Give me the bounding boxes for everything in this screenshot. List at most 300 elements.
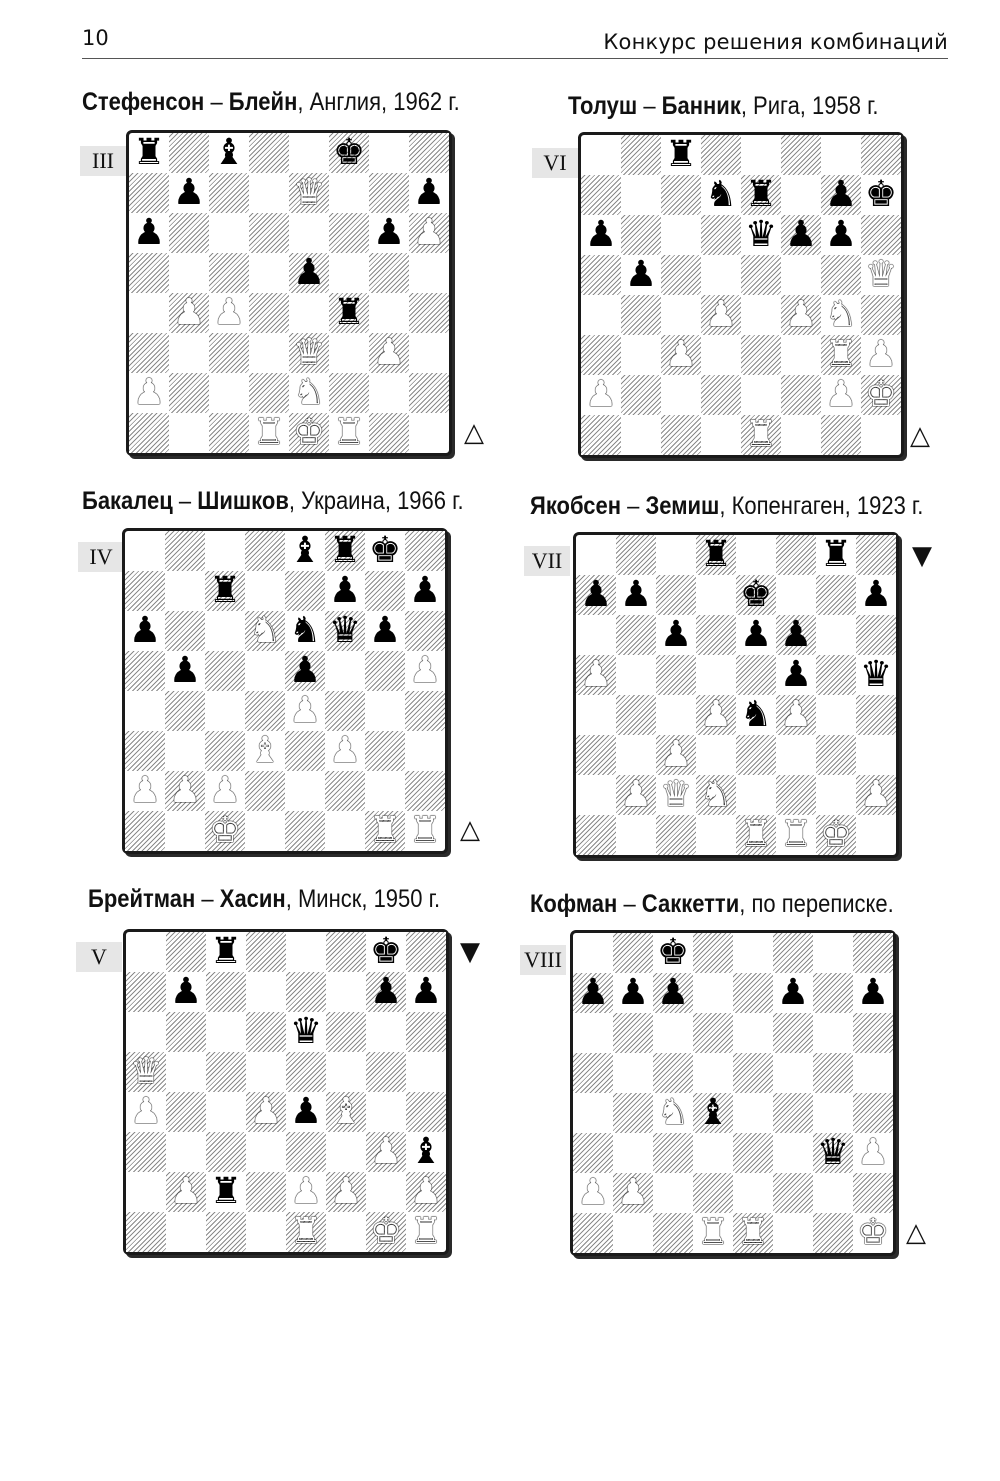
light-square [205, 531, 245, 571]
black-king-icon: ♚ [368, 530, 402, 571]
black-rook-icon: ♜ [664, 134, 698, 175]
light-square [169, 333, 209, 373]
white-pawn-icon: ♟ [129, 1091, 163, 1132]
dark-square [365, 571, 405, 611]
light-square [856, 735, 896, 775]
light-square [205, 611, 245, 651]
light-square [701, 415, 741, 455]
dark-square [369, 173, 409, 213]
dark-square [581, 175, 621, 215]
dark-square [325, 771, 365, 811]
white-pawn-icon: ♟ [619, 774, 653, 815]
black-queen-icon: ♛ [816, 1132, 850, 1173]
black-player: Банник [661, 92, 741, 120]
white-king-icon: ♚ [208, 810, 242, 851]
white-rook-icon: ♜ [736, 1212, 770, 1253]
white-pawn-icon: ♟ [584, 374, 618, 415]
black-king-icon: ♚ [739, 574, 773, 615]
dark-square [326, 932, 366, 972]
light-square [369, 373, 409, 413]
white-pawn-icon: ♟ [169, 1171, 203, 1212]
white-pawn-icon: ♟ [409, 1171, 443, 1212]
white-player: Бакалец [82, 487, 173, 515]
white-bishop-icon: ♝ [329, 1091, 363, 1132]
light-square [701, 335, 741, 375]
white-knight-icon: ♞ [656, 1092, 690, 1133]
white-rook-icon: ♜ [744, 414, 778, 455]
dark-square [581, 255, 621, 295]
light-square [326, 1132, 366, 1172]
black-pawn-icon: ♟ [659, 614, 693, 655]
black-pawn-icon: ♟ [656, 972, 690, 1013]
black-pawn-icon: ♟ [579, 574, 613, 615]
light-square [325, 811, 365, 851]
dark-square [326, 1012, 366, 1052]
black-pawn-icon: ♟ [619, 574, 653, 615]
white-pawn-icon: ♟ [132, 372, 166, 413]
dark-square [736, 735, 776, 775]
light-square [581, 295, 621, 335]
black-rook-icon: ♜ [209, 1171, 243, 1212]
light-square [329, 333, 369, 373]
dark-square [853, 1013, 893, 1053]
white-king-icon: ♚ [819, 814, 853, 855]
dark-square [621, 375, 661, 415]
white-rook-icon: ♜ [368, 810, 402, 851]
dark-square [126, 972, 166, 1012]
white-pawn-icon: ♟ [212, 292, 246, 333]
white-pawn-icon: ♟ [659, 734, 693, 775]
black-pawn-icon: ♟ [372, 212, 406, 253]
black-rook-icon: ♜ [132, 132, 166, 173]
light-square [693, 1133, 733, 1173]
dark-square [166, 1012, 206, 1052]
black-pawn-icon: ♟ [289, 1091, 323, 1132]
diagram-number: IV [78, 542, 124, 572]
dark-square [821, 415, 861, 455]
light-square [285, 771, 325, 811]
caption-dash: – [617, 890, 642, 918]
black-king-icon: ♚ [332, 132, 366, 173]
dark-square [129, 413, 169, 453]
white-player: Якобсен [530, 492, 622, 520]
dark-square [166, 932, 206, 972]
dark-square [773, 933, 813, 973]
light-square [249, 253, 289, 293]
light-square [165, 571, 205, 611]
dark-square [329, 213, 369, 253]
dark-square [576, 815, 616, 855]
white-pawn-icon: ♟ [369, 1131, 403, 1172]
dark-square [736, 655, 776, 695]
white-pawn-icon: ♟ [824, 374, 858, 415]
dark-square [616, 535, 656, 575]
white-pawn-icon: ♟ [372, 332, 406, 373]
light-square [166, 1212, 206, 1252]
page-number: 10 [82, 26, 109, 50]
light-square [701, 255, 741, 295]
light-square [126, 1012, 166, 1052]
dark-square [246, 932, 286, 972]
light-square [621, 415, 661, 455]
white-king-icon: ♚ [864, 374, 898, 415]
dark-square [773, 1173, 813, 1213]
game-details: , Украина, 1966 г. [288, 487, 464, 515]
white-knight-icon: ♞ [248, 610, 282, 651]
light-square [773, 1053, 813, 1093]
dark-square [165, 691, 205, 731]
dark-square [621, 135, 661, 175]
light-square [366, 1012, 406, 1052]
white-pawn-icon: ♟ [856, 1132, 890, 1173]
light-square [409, 333, 449, 373]
light-square [125, 531, 165, 571]
diagram-number: VI [532, 148, 578, 178]
black-player: Шишков [197, 487, 289, 515]
black-pawn-icon: ♟ [824, 214, 858, 255]
game-caption [568, 92, 879, 121]
white-pawn-icon: ♟ [128, 770, 162, 811]
light-square [366, 1092, 406, 1132]
white-to-move-icon: △ [910, 421, 930, 451]
white-pawn-icon: ♟ [289, 1171, 323, 1212]
dark-square [169, 133, 209, 173]
white-rook-icon: ♜ [409, 1211, 443, 1252]
game-details: , Копенгаген, 1923 г. [719, 492, 924, 520]
black-pawn-icon: ♟ [779, 614, 813, 655]
dark-square [205, 651, 245, 691]
light-square [693, 973, 733, 1013]
dark-square [656, 815, 696, 855]
light-square [613, 1213, 653, 1253]
chessboard [578, 132, 904, 458]
dark-square [813, 973, 853, 1013]
dark-square [165, 611, 205, 651]
light-square [621, 175, 661, 215]
dark-square [616, 695, 656, 735]
light-square [773, 1133, 813, 1173]
game-details: , Рига, 1958 г. [740, 92, 879, 120]
white-rook-icon: ♜ [739, 814, 773, 855]
black-rook-icon: ♜ [209, 931, 243, 972]
dark-square [366, 1052, 406, 1092]
dark-square [701, 135, 741, 175]
black-rook-icon: ♜ [744, 174, 778, 215]
white-queen-icon: ♛ [659, 774, 693, 815]
dark-square [776, 535, 816, 575]
light-square [406, 1052, 446, 1092]
black-player: Земиш [645, 492, 720, 520]
light-square [206, 1092, 246, 1132]
light-square [696, 575, 736, 615]
black-queen-icon: ♛ [744, 214, 778, 255]
white-pawn-icon: ♟ [249, 1091, 283, 1132]
diagram-number: VII [524, 546, 570, 576]
black-player: Саккетти [641, 890, 740, 918]
black-pawn-icon: ♟ [859, 574, 893, 615]
black-queen-icon: ♛ [328, 610, 362, 651]
light-square [169, 413, 209, 453]
dark-square [776, 775, 816, 815]
black-knight-icon: ♞ [704, 174, 738, 215]
white-to-move-icon: △ [460, 815, 480, 845]
light-square [249, 333, 289, 373]
dark-square [853, 1093, 893, 1133]
dark-square [661, 175, 701, 215]
light-square [741, 375, 781, 415]
game-details: , по переписке. [739, 890, 894, 918]
white-rook-icon: ♜ [332, 412, 366, 453]
light-square [326, 1052, 366, 1092]
light-square [573, 1013, 613, 1053]
black-bishop-icon: ♝ [409, 1131, 443, 1172]
white-pawn-icon: ♟ [699, 694, 733, 735]
light-square [209, 373, 249, 413]
diagram-number: VIII [520, 945, 566, 975]
dark-square [409, 133, 449, 173]
light-square [653, 1173, 693, 1213]
light-square [861, 415, 901, 455]
dark-square [246, 1172, 286, 1212]
dark-square [369, 253, 409, 293]
white-pawn-icon: ♟ [168, 770, 202, 811]
dark-square [245, 531, 285, 571]
dark-square [733, 1133, 773, 1173]
light-square [616, 655, 656, 695]
light-square [245, 571, 285, 611]
dark-square [126, 1212, 166, 1252]
dark-square [781, 375, 821, 415]
dark-square [781, 135, 821, 175]
white-queen-icon: ♛ [292, 172, 326, 213]
black-pawn-icon: ♟ [132, 212, 166, 253]
light-square [289, 213, 329, 253]
light-square [853, 1053, 893, 1093]
dark-square [325, 691, 365, 731]
light-square [169, 253, 209, 293]
chessboard [573, 532, 899, 858]
light-square [813, 933, 853, 973]
dark-square [581, 415, 621, 455]
dark-square [169, 213, 209, 253]
dark-square [406, 932, 446, 972]
dark-square [741, 335, 781, 375]
dark-square [696, 615, 736, 655]
white-queen-icon: ♛ [129, 1051, 163, 1092]
light-square [165, 811, 205, 851]
white-queen-icon: ♛ [292, 332, 326, 373]
white-pawn-icon: ♟ [579, 654, 613, 695]
dark-square [741, 255, 781, 295]
light-square [206, 1012, 246, 1052]
game-caption [82, 88, 460, 117]
dark-square [409, 293, 449, 333]
black-rook-icon: ♜ [208, 570, 242, 611]
dark-square [861, 295, 901, 335]
light-square [776, 575, 816, 615]
light-square [246, 972, 286, 1012]
game-caption [82, 487, 464, 516]
light-square [656, 535, 696, 575]
light-square [813, 1013, 853, 1053]
white-king-icon: ♚ [292, 412, 326, 453]
dark-square [581, 335, 621, 375]
dark-square [693, 933, 733, 973]
white-pawn-icon: ♟ [408, 650, 442, 691]
dark-square [249, 213, 289, 253]
dark-square [249, 373, 289, 413]
dark-square [209, 413, 249, 453]
dark-square [129, 333, 169, 373]
light-square [656, 695, 696, 735]
white-queen-icon: ♛ [864, 254, 898, 295]
light-square [736, 775, 776, 815]
light-square [289, 133, 329, 173]
black-pawn-icon: ♟ [576, 972, 610, 1013]
light-square [126, 932, 166, 972]
black-pawn-icon: ♟ [412, 172, 446, 213]
dark-square [773, 1013, 813, 1053]
chessboard [122, 528, 448, 854]
dark-square [206, 972, 246, 1012]
dark-square [169, 373, 209, 413]
white-bishop-icon: ♝ [248, 730, 282, 771]
dark-square [576, 735, 616, 775]
caption-dash: – [621, 492, 646, 520]
dark-square [209, 173, 249, 213]
light-square [245, 811, 285, 851]
light-square [329, 253, 369, 293]
white-pawn-icon: ♟ [616, 1172, 650, 1213]
dark-square [206, 1132, 246, 1172]
dark-square [861, 135, 901, 175]
black-bishop-icon: ♝ [288, 530, 322, 571]
light-square [653, 1013, 693, 1053]
dark-square [693, 1173, 733, 1213]
dark-square [249, 133, 289, 173]
white-knight-icon: ♞ [292, 372, 326, 413]
white-rook-icon: ♜ [289, 1211, 323, 1252]
light-square [661, 295, 701, 335]
light-square [329, 173, 369, 213]
dark-square [816, 655, 856, 695]
game-caption [530, 492, 923, 521]
black-pawn-icon: ♟ [624, 254, 658, 295]
light-square [573, 1093, 613, 1133]
dark-square [621, 295, 661, 335]
white-pawn-icon: ♟ [779, 694, 813, 735]
dark-square [656, 655, 696, 695]
dark-square [821, 255, 861, 295]
light-square [165, 731, 205, 771]
light-square [733, 933, 773, 973]
light-square [773, 1213, 813, 1253]
dark-square [245, 691, 285, 731]
light-square [816, 615, 856, 655]
black-pawn-icon: ♟ [292, 252, 326, 293]
black-pawn-icon: ♟ [584, 214, 618, 255]
light-square [246, 1132, 286, 1172]
light-square [326, 1212, 366, 1252]
light-square [661, 375, 701, 415]
dark-square [125, 571, 165, 611]
dark-square [166, 1092, 206, 1132]
light-square [166, 1052, 206, 1092]
light-square [661, 215, 701, 255]
white-pawn-icon: ♟ [664, 334, 698, 375]
light-square [365, 691, 405, 731]
black-pawn-icon: ♟ [369, 971, 403, 1012]
dark-square [245, 771, 285, 811]
light-square [576, 615, 616, 655]
light-square [781, 335, 821, 375]
dark-square [209, 333, 249, 373]
dark-square [861, 215, 901, 255]
black-pawn-icon: ♟ [288, 650, 322, 691]
game-details: , Минск, 1950 г. [285, 885, 441, 913]
game-caption [530, 890, 894, 919]
dark-square [205, 731, 245, 771]
light-square [573, 933, 613, 973]
black-queen-icon: ♛ [859, 654, 893, 695]
light-square [129, 293, 169, 333]
black-king-icon: ♚ [369, 931, 403, 972]
dark-square [405, 771, 445, 811]
dark-square [285, 571, 325, 611]
dark-square [773, 1093, 813, 1133]
dark-square [661, 255, 701, 295]
dark-square [661, 415, 701, 455]
caption-dash: – [637, 92, 662, 120]
dark-square [165, 531, 205, 571]
diagram-number: III [80, 146, 126, 176]
white-player: Кофман [530, 890, 618, 918]
black-pawn-icon: ♟ [824, 174, 858, 215]
light-square [576, 695, 616, 735]
light-square [741, 295, 781, 335]
light-square [286, 932, 326, 972]
black-bishop-icon: ♝ [696, 1092, 730, 1133]
light-square [246, 1212, 286, 1252]
dark-square [209, 253, 249, 293]
white-pawn-icon: ♟ [329, 1171, 363, 1212]
light-square [696, 735, 736, 775]
light-square [856, 815, 896, 855]
white-knight-icon: ♞ [699, 774, 733, 815]
light-square [781, 175, 821, 215]
light-square [325, 651, 365, 691]
dark-square [405, 611, 445, 651]
light-square [736, 535, 776, 575]
dark-square [409, 373, 449, 413]
black-player: Блейн [228, 88, 298, 116]
black-king-icon: ♚ [864, 174, 898, 215]
caption-dash: – [195, 885, 220, 913]
dark-square [125, 731, 165, 771]
white-rook-icon: ♜ [252, 412, 286, 453]
black-rook-icon: ♜ [819, 534, 853, 575]
white-pawn-icon: ♟ [208, 770, 242, 811]
chessboard [123, 929, 449, 1255]
light-square [576, 535, 616, 575]
black-rook-icon: ♜ [328, 530, 362, 571]
white-pawn-icon: ♟ [412, 212, 446, 253]
light-square [776, 735, 816, 775]
light-square [246, 1052, 286, 1092]
black-pawn-icon: ♟ [776, 972, 810, 1013]
dark-square [369, 413, 409, 453]
white-rook-icon: ♜ [779, 814, 813, 855]
